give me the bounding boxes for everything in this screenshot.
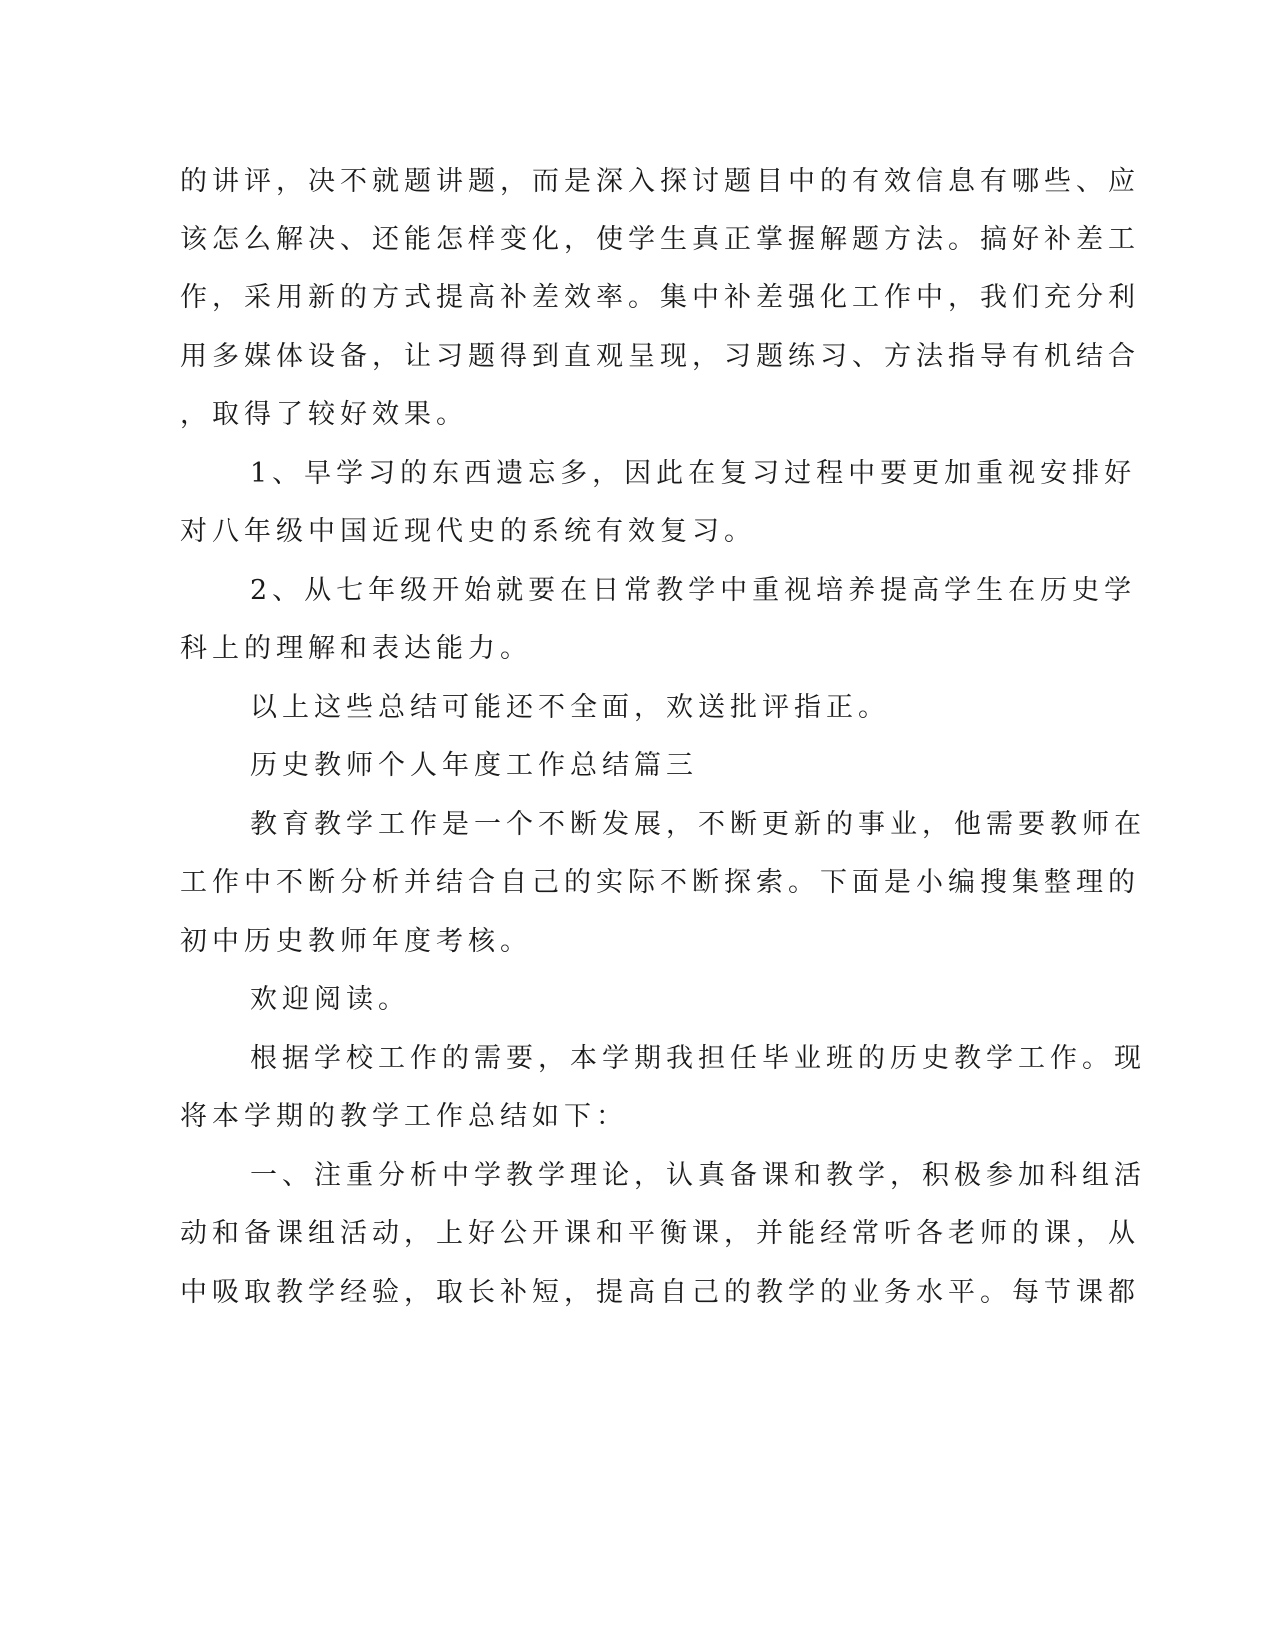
body-text-line: 科上的理解和表达能力。 [180, 633, 532, 664]
body-text-line: 对八年级中国近现代史的系统有效复习。 [180, 516, 756, 547]
body-text-line: 中吸取教学经验，取长补短，提高自己的教学的业务水平。每节课都 [180, 1277, 1140, 1308]
body-text-line: 工作中不断分析并结合自己的实际不断探索。下面是小编搜集整理的 [180, 867, 1140, 898]
body-text-line: 初中历史教师年度考核。 [180, 926, 532, 957]
section-heading: 历史教师个人年度工作总结篇三 [250, 750, 698, 781]
closing-paragraph: 以上这些总结可能还不全面，欢送批评指正。 [250, 692, 890, 723]
list-item-2: 2、从七年级开始就要在日常教学中重视培养提高学生在历史学 [250, 575, 1137, 606]
body-text-line: 一、注重分析中学教学理论，认真备课和教学，积极参加科组活 [250, 1160, 1146, 1191]
body-text-line: 教育教学工作是一个不断发展，不断更新的事业，他需要教师在 [250, 809, 1146, 840]
body-text-line: 该怎么解决、还能怎样变化，使学生真正掌握解题方法。搞好补差工 [180, 224, 1140, 255]
body-text-line: 根据学校工作的需要，本学期我担任毕业班的历史教学工作。现 [250, 1043, 1146, 1074]
body-text-line: 动和备课组活动，上好公开课和平衡课，并能经常听各老师的课，从 [180, 1218, 1140, 1249]
body-text-line: ，取得了较好效果。 [180, 399, 468, 430]
body-text-line: 的讲评，决不就题讲题，而是深入探讨题目中的有效信息有哪些、应 [180, 166, 1140, 197]
body-text-line: 用多媒体设备，让习题得到直观呈现，习题练习、方法指导有机结合 [180, 341, 1140, 372]
body-text-line: 欢迎阅读。 [250, 984, 410, 1015]
list-item-1: 1、早学习的东西遗忘多，因此在复习过程中要更加重视安排好 [250, 458, 1137, 489]
body-text-line: 将本学期的教学工作总结如下： [180, 1101, 628, 1132]
body-text-line: 作，采用新的方式提高补差效率。集中补差强化工作中，我们充分利 [180, 282, 1140, 313]
